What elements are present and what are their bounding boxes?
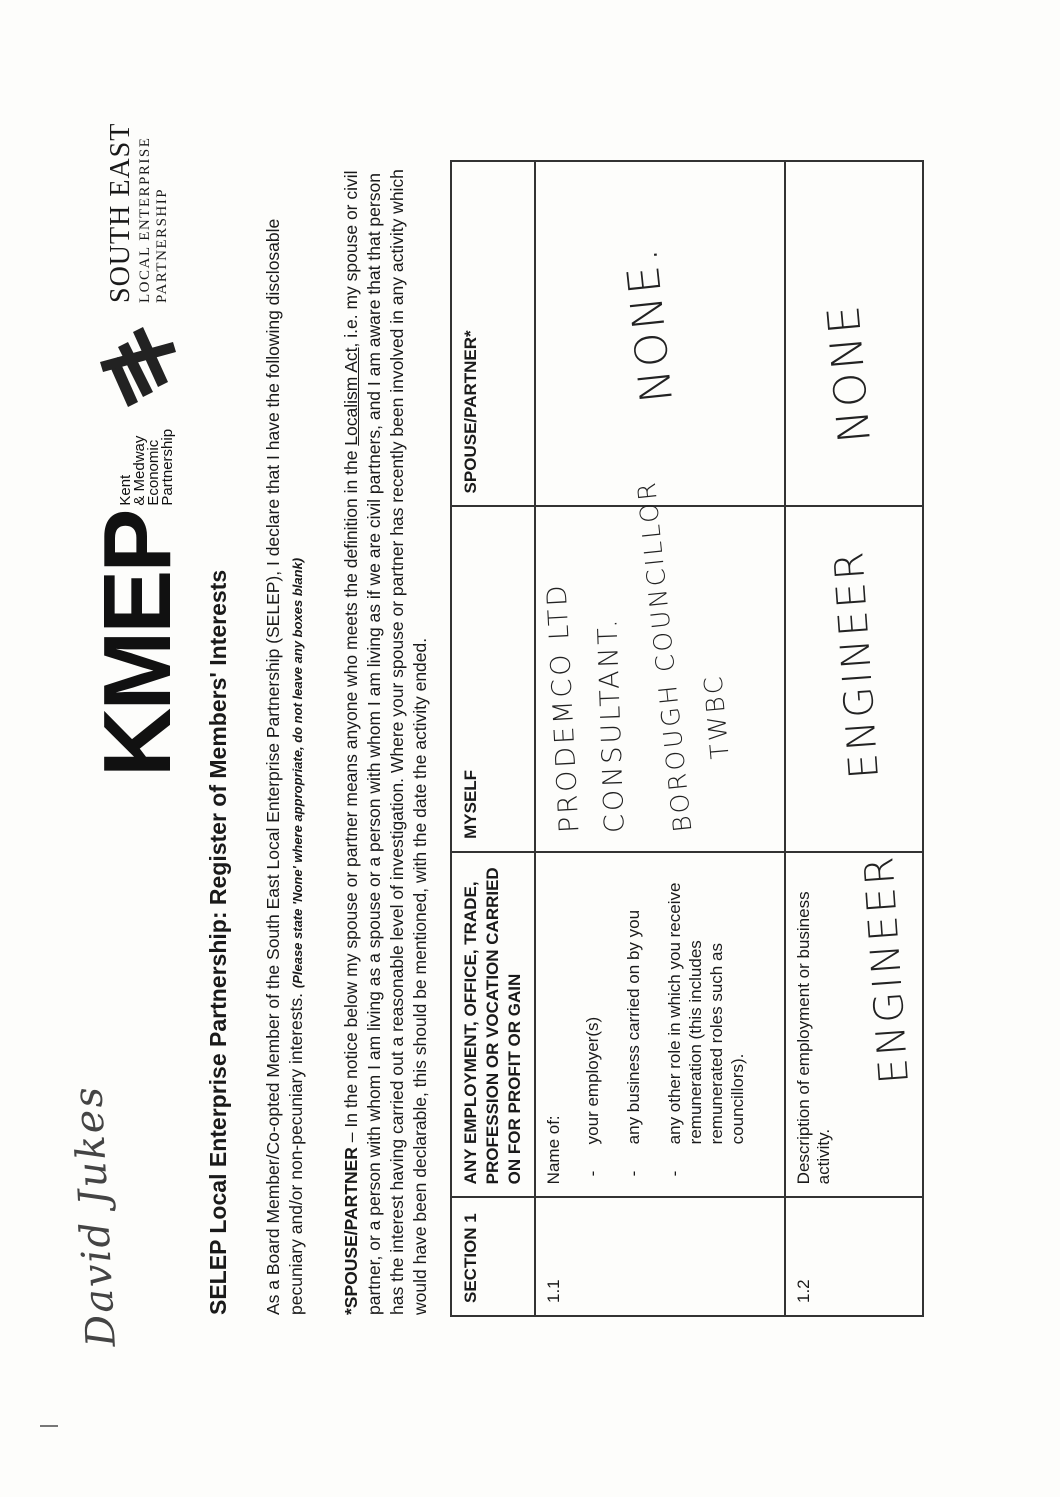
row-label: Name of: [544, 1115, 563, 1185]
table-row [535, 161, 785, 1316]
row-description [535, 852, 785, 1197]
handwritten-role-org: TWBC [698, 672, 735, 760]
table-row [785, 161, 923, 1316]
myself-cell [535, 478, 785, 851]
handwritten-name: David Jukes [65, 1084, 125, 1349]
kmep-logo-word: KMEP [84, 511, 191, 777]
page-title: SELEP Local Enterprise Partnership: Register of Members' Interests [205, 569, 231, 1315]
header-section: SECTION 1 [451, 1197, 535, 1316]
spouse-notice-paragraph [340, 165, 432, 1315]
selep-logo-line2: LOCAL ENTERPRISE [137, 136, 153, 303]
margin-mark [40, 1425, 58, 1427]
header-spouse: SPOUSE/PARTNER* [451, 161, 535, 506]
selep-logo [88, 123, 188, 417]
row-number: 1.2 [785, 1197, 923, 1316]
kmep-sub-2: & Medway [131, 435, 149, 506]
spouse-cell [785, 161, 923, 506]
spouse-cell [535, 161, 785, 506]
kmep-sub-3: Economic [145, 439, 163, 506]
kmep-sub-4: Partnership [159, 428, 177, 506]
handwritten-employer: PRODEMCO LTD [541, 581, 586, 834]
handwritten-description: ENGINEER [856, 852, 918, 1086]
handwritten-spouse-none: NONE [817, 301, 882, 446]
handwritten-spouse-none: NONE. [615, 243, 684, 406]
kmep-sub-1: Kent [117, 474, 135, 506]
declaration-paragraph [262, 165, 309, 1315]
selep-logo-mark-icon [88, 317, 188, 417]
kmep-logo [84, 428, 191, 777]
spouse-notice-text-1: – In the notice below my spouse or partner means anyone who meets the definition in the [341, 445, 361, 1148]
handwritten-myself-engineer: ENGINEER [826, 547, 888, 781]
row-label: Description of employment or business activity. [794, 891, 833, 1185]
header-description: ANY EMPLOYMENT, OFFICE, TRADE, PROFESSION OR VOCATION CARRIED ON FOR PROFIT OR GAIN [451, 852, 535, 1197]
handwritten-business: CONSULTANT. [592, 615, 631, 834]
row-number: 1.1 [535, 1197, 785, 1316]
declaration-note: (Please state 'None' where appropriate, do not leave any boxes blank) [290, 557, 305, 989]
handwritten-role: BOROUGH COUNCILLOR [631, 478, 698, 834]
spouse-notice-text-2: , i.e. my spouse or civil partner, or a person with whom I am living as a spouse or a person with whom I am living as if we are civil partners, and I am aware that that person has the interest having carried out a reasonable level of investigation. Where your spouse or partner has recently been involved in any activity which would have been declarable, this should be mentioned, with the date the activity ended. [341, 169, 430, 1315]
selep-logo-line3: PARTNERSHIP [154, 187, 170, 303]
list-item: - your employer(s) [582, 865, 603, 1184]
row-description [785, 852, 923, 1197]
row-sub-list [582, 865, 748, 1184]
kmep-logo-subtext [119, 429, 181, 506]
list-item: - any business carried on by you [623, 865, 644, 1184]
myself-cell [785, 506, 923, 851]
list-item: - any other role in which you receive remuneration (this includes remunerated roles such as councillors). [664, 865, 748, 1184]
table-header-row [451, 161, 535, 1316]
selep-logo-line1: SOUTH EAST [105, 122, 136, 303]
localism-act-link: Localism Act [341, 347, 361, 446]
interests-table [450, 160, 924, 1317]
declaration-text: As a Board Member/Co-opted Member of the South East Local Enterprise Partnership (SELEP), I declare that I have the following disclosable pecuniary and/or non-pecuniary interests. [263, 218, 306, 1315]
header-myself: MYSELF [451, 506, 535, 851]
spouse-notice-label: *SPOUSE/PARTNER [341, 1147, 361, 1315]
